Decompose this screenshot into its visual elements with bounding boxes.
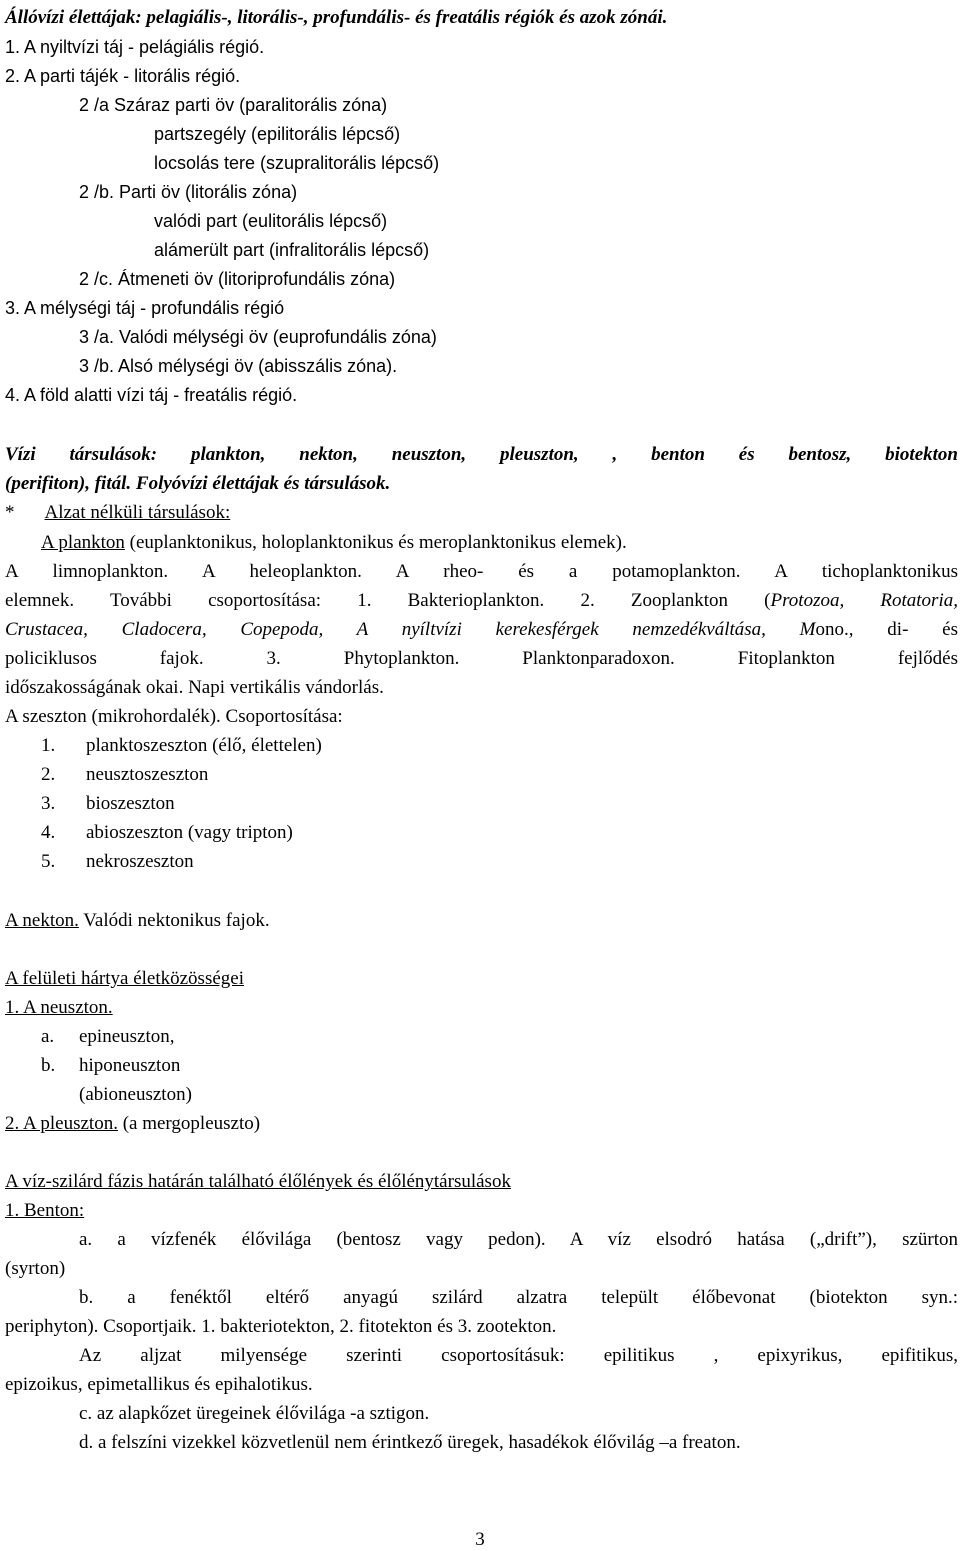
plankton-heading: A plankton [41,532,125,553]
alzat-nelkuli-line [5,502,230,524]
vizi-tarsulasok-line1: Vízi társulások: plankton, nekton, neuszton, pleuszton, , benton és bentosz, biotekton [5,444,958,465]
outline-item-1: 1. A nyiltvízi táj - pelágiális régió. [5,37,265,57]
list-number: 3. [41,793,56,814]
plankton-para-line2 [5,590,958,612]
benton-heading: 1. Benton: [5,1200,85,1221]
document-title: Állóvízi élettájak: pelagiális-, litorális-, profundális- és freatális régiók és azok zónái. [5,7,668,28]
outline-item-3: 3. A mélységi táj - profundális régió [5,298,285,318]
outline-item-2c: 2 /c. Átmeneti öv (litoriprofundális zóna) [79,269,396,289]
outline-item-2a: 2 /a Száraz parti öv (paralitorális zóna) [79,95,388,115]
outline-item-4: 4. A föld alatti vízi táj - freatális régió. [5,385,298,405]
benton-b-line2: periphyton). Csoportjaik. 1. bakteriotekton, 2. fitotekton és 3. zootekton. [5,1316,557,1337]
benton-c-line: c. az alapkőzet üregeinek élővilága -a sztigon. [79,1403,430,1424]
outline-item-2b-ii: alámerült part (infralitorális lépcső) [154,240,430,260]
outline-item-2b: 2 /b. Parti öv (litorális zóna) [79,182,298,202]
list-number: 2. [41,764,56,785]
aljzat-line2: epizoikus, epimetallikus és epihalotikus. [5,1374,313,1395]
pleuszton-line [5,1113,260,1135]
plankton-para-line3 [5,619,958,641]
benton-a-line1: a. a vízfenék élővilága (bentosz vagy pedon). A víz elsodró hatása („drift”), szürton [79,1229,958,1250]
page-number: 3 [475,1529,485,1550]
list-text: hiponeuszton [79,1055,181,1076]
list-letter: a. [41,1026,55,1047]
benton-b-line1: b. a fenéktől eltérő anyagú szilárd alzatra települt élőbevonat (biotekton syn.: [79,1287,958,1308]
neuszton-item-b-note: (abioneuszton) [79,1084,192,1105]
nekton-line [5,910,270,932]
plankton-para-line3-a: Crustacea, Cladocera, Copepoda, A nyíltvízi kerekesférgek nemzedékváltása, M [5,619,816,640]
outline-item-2: 2. A parti tájék - litorális régió. [5,66,241,86]
benton-d-line: d. a felszíni vizekkel közvetlenül nem érintkező üregek, hasadékok élővilág –a freaton. [79,1432,741,1453]
hartya-heading: A felületi hártya életközösségei [5,968,244,989]
neuszton-heading: 1. A neuszton. [5,997,113,1018]
plankton-para-line2-b: Protozoa, Rotatoria, [770,590,958,611]
alzat-nelkuli-heading: Alzat nélküli társulások: [44,502,231,523]
list-number: 1. [41,735,56,756]
outline-item-2b-i: valódi part (eulitorális lépcső) [154,211,388,231]
plankton-para-line1: A limnoplankton. A heleoplankton. A rheo- és a potamoplankton. A tichoplanktonikus [5,561,958,582]
plankton-para-line4: policiklusos fajok. 3. Phytoplankton. Planktonparadoxon. Fitoplankton fejlődés [5,648,958,669]
list-letter: b. [41,1055,56,1076]
outline-item-3a: 3 /a. Valódi mélységi öv (euprofundális zóna) [79,327,437,347]
plankton-para-line2-a: elemnek. További csoportosítása: 1. Bakterioplankton. 2. Zooplankton ( [5,590,771,611]
szeszton-heading: A szeszton (mikrohordalék). Csoportosítása: [5,706,343,727]
viz-szilard-heading: A víz-szilárd fázis határán található élőlények és élőlénytársulások [5,1171,511,1192]
list-text: bioszeszton [86,793,175,814]
aljzat-line1: Az aljzat milyensége szerinti csoportosításuk: epilitikus , epixyrikus, epifitikus, [79,1345,958,1366]
list-number: 4. [41,822,56,843]
list-number: 5. [41,851,56,872]
list-text: neusztoszeszton [86,764,209,785]
list-text: planktoszeszton (élő, élettelen) [86,735,322,756]
list-text: abioszeszton (vagy tripton) [86,822,293,843]
outline-item-2a-i: partszegély (epilitorális lépcső) [154,124,401,144]
plankton-desc: (euplanktonikus, holoplanktonikus és meroplanktonikus elemek). [124,532,627,553]
plankton-line [41,532,627,554]
vizi-tarsulasok-line2-a: (perifiton), fitál. [5,473,132,494]
outline-item-3b: 3 /b. Alsó mélységi öv (abisszális zóna). [79,356,398,376]
folyovizi-heading: Folyóvízi élettájak és társulások. [131,473,391,494]
plankton-para-line5: időszakosságának okai. Napi vertikális vándorlás. [5,677,384,698]
benton-a-line2: (syrton) [5,1258,66,1279]
outline-item-2a-ii: locsolás tere (szupralitorális lépcső) [154,153,440,173]
pleuszton-desc: (a mergopleuszto) [117,1113,261,1134]
list-text: nekroszeszton [86,851,194,872]
plankton-para-line3-b: ono., di- és [815,619,959,640]
nekton-heading: A nekton. [5,910,79,931]
bullet-star: * [5,502,15,523]
pleuszton-heading: 2. A pleuszton. [5,1113,118,1134]
list-text: epineuszton, [79,1026,175,1047]
nekton-desc: Valódi nektonikus fajok. [78,910,270,931]
vizi-tarsulasok-line2 [5,473,390,495]
